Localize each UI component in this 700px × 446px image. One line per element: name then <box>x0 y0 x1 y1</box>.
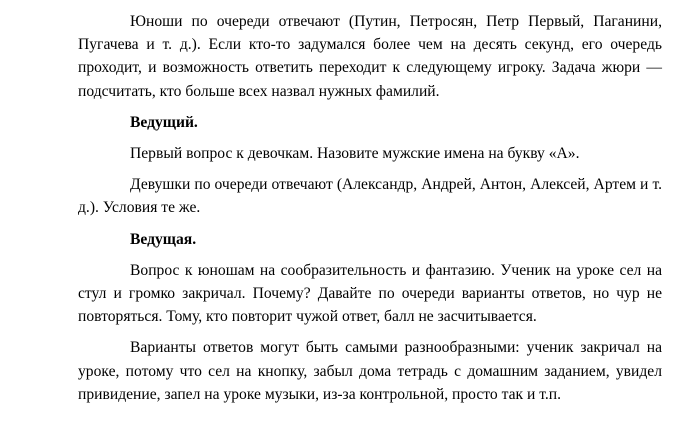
paragraph-question-boys: Вопрос к юношам на сообразительность и фантазию. Ученик на уроке сел на стул и громко закричал. Почему? Давайте по очереди варианты ответов, но чур не повторяться. Тому, кто повторит чужой ответ, балл не засчитывается. <box>78 261 662 326</box>
paragraph-question-girls: Первый вопрос к девочкам. Назовите мужские имена на букву «А». <box>130 145 580 163</box>
speaker-host-male: Ведущий. <box>130 113 198 131</box>
document-page <box>78 10 662 414</box>
paragraph-boys-answer: Юноши по очереди отвечают (Путин, Петросян, Петр Первый, Паганини, Пугачева и т. д.). Если кто-то задумался более чем на десять секунд, его очередь проходит, и возможность ответить переходит к следующему игроку. Задача жюри — подсчитать, кто больше всех назвал нужных фамилий. <box>78 13 662 100</box>
paragraph-girls-answer: Девушки по очереди отвечают (Александр, Андрей, Антон, Алексей, Артем и т. д.). Условия те же. <box>78 176 662 217</box>
paragraph-answer-variants: Варианты ответов могут быть самыми разнообразными: ученик закричал на уроке, потому что сел на кнопку, забыл дома тетрадь с домашним заданием, увидел привидение, запел на уроке музыки, из-за контрольной, просто так и т.п. <box>78 339 662 403</box>
speaker-host-female: Ведущая. <box>130 230 197 248</box>
